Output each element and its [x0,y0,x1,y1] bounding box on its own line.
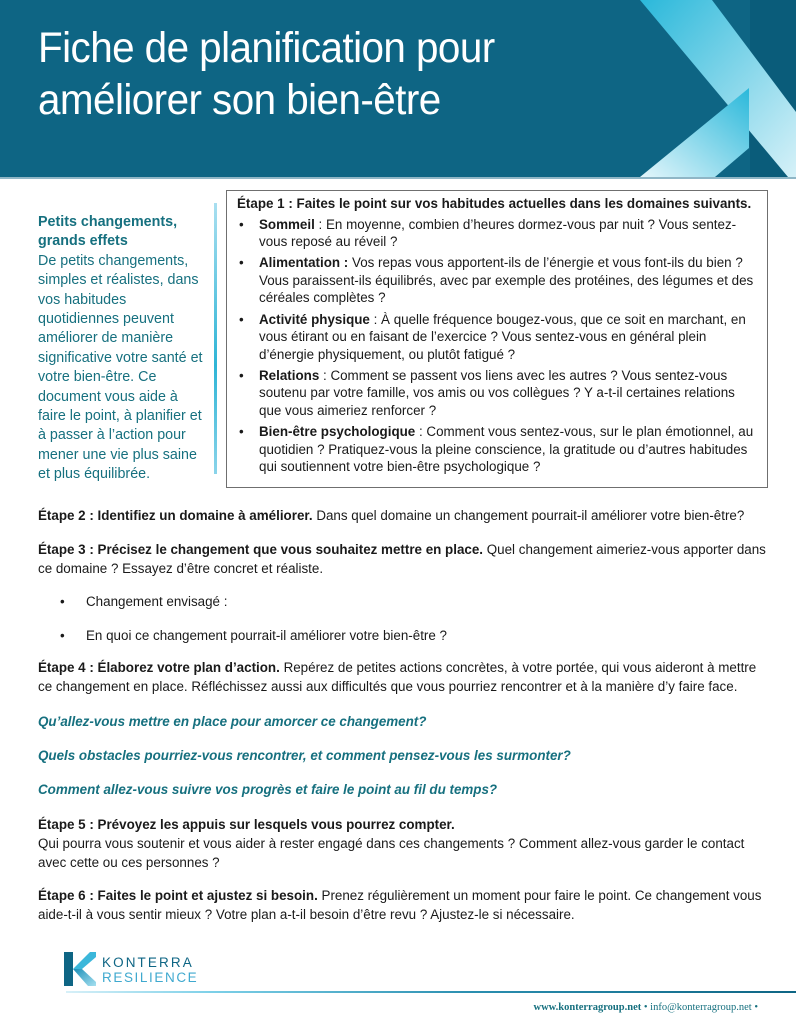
intro-sidebar [38,213,208,485]
question-suivi: Comment allez-vous suivre vos progrès et faire le point au fil du temps? [38,782,498,797]
item-text: Vos repas vous apportent-ils de l’énergie et vous font-ils du bien ? Vous paraissent-ils équilibrés, avec par exemple des protéines, des légumes et des céréales complètes ? [259,255,754,306]
footer-contact [534,1002,758,1013]
step5 [38,815,768,872]
question-amorcer: Qu’allez-vous mettre en place pour amorcer ce changement? [38,714,427,729]
item-text: : Comment se passent vos liens avec les autres ? Vous sentez-vous soutenu par votre famille, vos amis ou vos collègues ? Y a-t-il certaines relations que vous aimeriez renforcer ? [259,367,735,419]
step1-list [237,216,757,476]
logo-text-konterra: KONTERRA [102,955,194,970]
step3-bullets [58,594,227,613]
bullet-icon: • [239,216,244,232]
step2 [38,506,768,525]
step3-heading: Étape 3 : Précisez le changement que vous souhaitez mettre en place. [38,542,484,557]
step5-heading: Étape 5 : Prévoyez les appuis sur lesquels vous pourrez compter. [38,817,455,832]
sidebar-title-line-2: grands effets [38,233,128,250]
step3 [38,540,768,578]
bullet-icon: • [60,628,65,643]
bullet-text: Changement envisagé : [86,594,228,609]
header-underline [0,177,796,179]
logo-text-resilience: RESILIENCE [102,970,199,985]
sidebar-title [38,213,208,252]
question-obstacles: Quels obstacles pourriez-vous rencontrer, et comment pensez-vous les surmonter? [38,748,571,763]
item-term: Sommeil [259,216,315,232]
step5-text: Qui pourra vous soutenir et vous aider à rester engagé dans ces changements ? Comment allez-vous garder le contact avec cette ou ces personnes ? [38,836,745,870]
list-item-relations [237,367,757,420]
bullet-icon: • [239,424,244,440]
step6 [38,886,768,924]
step3-text: Quel changement aimeriez-vous apporter dans ce domaine ? Essayez d’être concret et réaliste. [38,542,766,576]
step2-heading: Étape 2 : Identifiez un domaine à améliorer. [38,508,313,523]
list-item-sommeil [237,216,757,251]
step2-text: Dans quel domaine un changement pourrait-il améliorer votre bien-être? [312,508,745,523]
website-link[interactable]: www.konterragroup.net [533,1002,642,1013]
step6-heading: Étape 6 : Faites le point et ajustez si besoin. [38,888,318,903]
vertical-divider [214,203,217,474]
list-item-activite-physique [237,311,757,364]
step4 [38,658,768,696]
title-line-1: Fiche de planification pour [38,24,495,72]
step4-heading: Étape 4 : Élaborez votre plan d’action. [38,660,280,675]
email-link[interactable]: • info@konterragroup.net • [641,1002,758,1013]
list-item-alimentation [237,254,757,307]
step1-heading: Étape 1 : Faites le point sur vos habitudes actuelles dans les domaines suivants. [237,196,752,211]
item-text: : En moyenne, combien d’heures dormez-vous par nuit ? Vous sentez-vous reposé au réveil ? [259,216,737,250]
page-title [38,22,495,126]
item-term: Activité physique [259,311,370,327]
step3-bullets-2 [58,628,447,647]
bullet-text: En quoi ce changement pourrait-il améliorer votre bien-être ? [86,628,447,643]
item-text: : Comment vous sentez-vous, sur le plan émotionnel, au quotidien ? Pratiquez-vous la pleine conscience, la gratitude ou d’autres habitudes qui soutiennent votre bien-être psychologique ? [259,424,754,475]
bullet-icon: • [239,311,244,327]
step4-text: Repérez de petites actions concrètes, à votre portée, qui vous aideront à mettre ce changement en place. Réfléchissez aussi aux difficultés que vous pourriez rencontrer et à la manière d’y faire face. [38,660,757,694]
k-logo-icon [64,952,96,986]
sidebar-title-line-1: Petits changements, [38,214,178,230]
step6-text: Prenez régulièrement un moment pour faire le point. Ce changement vous aide-t-il à vous sentir mieux ? Votre plan a-t-il besoin d’être revu ? Ajustez-le si nécessaire. [38,888,762,922]
list-item-bien-etre-psychologique [237,423,757,476]
bullet-icon: • [239,255,244,271]
item-term: Alimentation : [259,255,349,271]
bullet-amelioration [58,628,447,647]
konterra-logo [64,952,199,988]
item-term: Bien-être psychologique [259,424,416,440]
title-line-2: améliorer son bien-être [38,76,441,124]
bullet-icon: • [60,594,65,609]
footer-divider [66,991,796,993]
item-text: : À quelle fréquence bougez-vous, que ce soit en marchant, en vous étirant ou en faisant de l’exercice ? Vous sentez-vous en général plein d’énergie physiquement, ou plutôt fatigué ? [259,311,746,362]
sidebar-body: De petits changements, simples et réalistes, dans vos habitudes quotidiennes peuvent améliorer de manière significative votre santé et votre bien-être. Ce document vous aide à faire le point, à planifier et à passer à l’action pour mener une vie plus saine et plus équilibrée. [38,252,203,483]
bullet-icon: • [239,367,244,383]
item-term: Relations [259,367,320,383]
bullet-changement-envisage [58,594,227,613]
step1-box [226,190,768,488]
header-banner [0,0,796,177]
